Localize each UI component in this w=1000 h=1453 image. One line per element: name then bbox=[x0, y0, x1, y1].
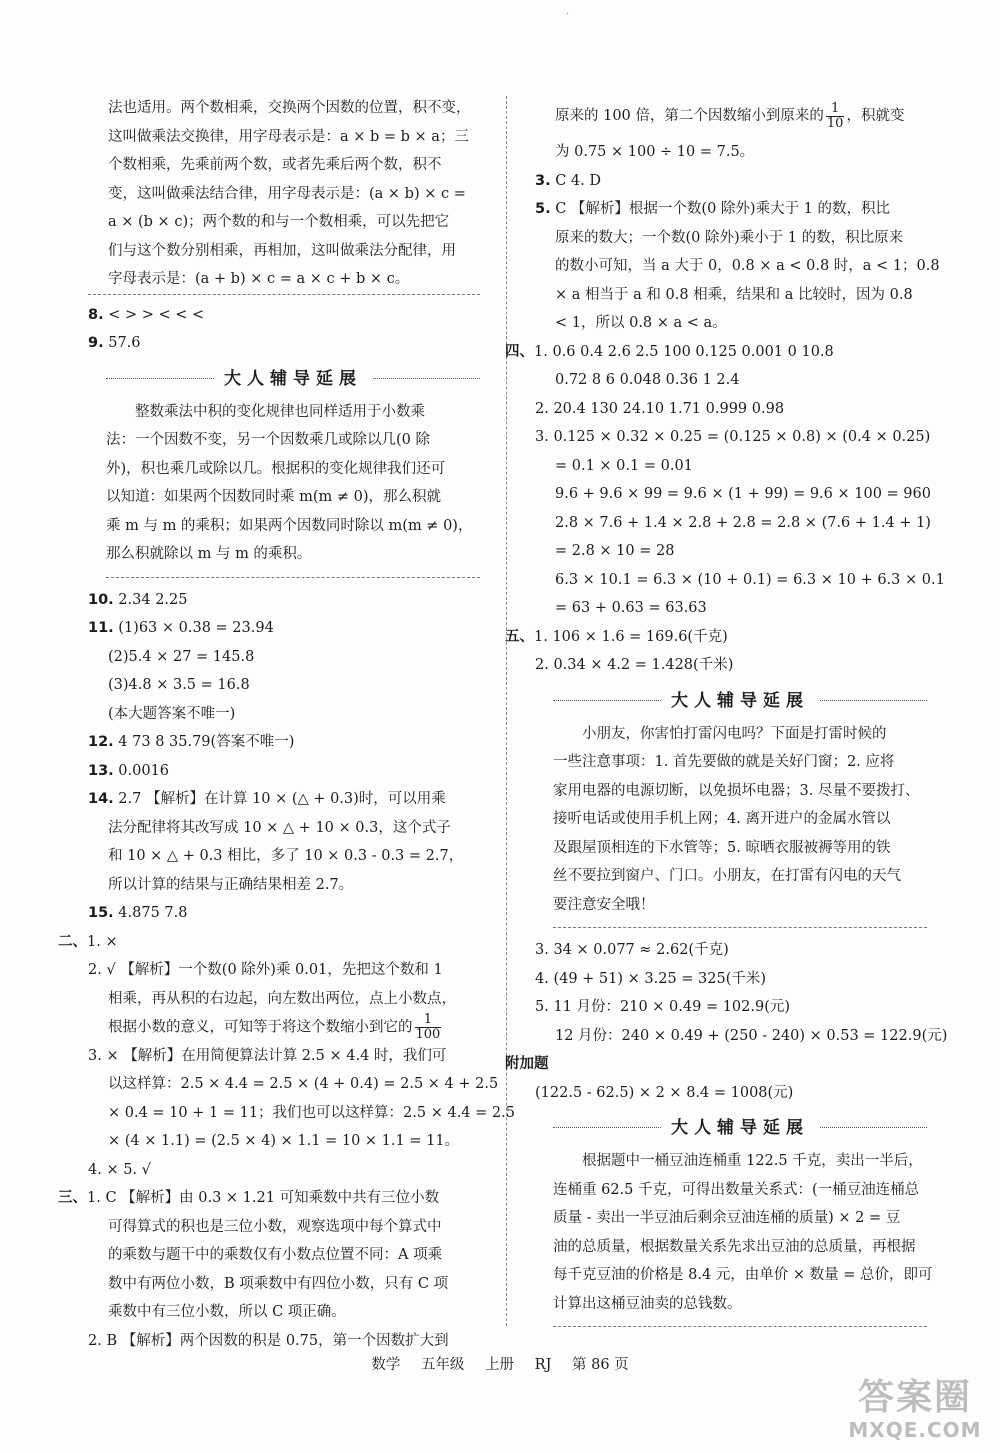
extension-line: 每千克豆油的价格是 8.4 元，由单价 × 数量 = 总价，即可 bbox=[553, 1267, 933, 1283]
answer-line: = 0.1 × 0.1 = 0.01 bbox=[555, 457, 693, 474]
answer-line: (2)5.4 × 27 = 145.8 bbox=[108, 648, 255, 665]
footer-subject: 数学 bbox=[371, 1357, 401, 1373]
extension-line: 接听电话或使用手机上网；4. 离开进户的金属水管以 bbox=[553, 811, 891, 827]
fraction bbox=[415, 1013, 442, 1042]
answer-line: 4. × 5. √ bbox=[88, 1161, 151, 1178]
answer-line: 2. 0.34 × 4.2 = 1.428(千米) bbox=[535, 657, 734, 673]
extension-line: 乘 m 与 m 的乘积；如果两个因数同时除以 m(m ≠ 0)， bbox=[106, 517, 473, 534]
answer-5 bbox=[535, 195, 927, 224]
right-column bbox=[505, 94, 948, 1335]
box-line: 法也适用。两个数相乘，交换两个因数的位置，积不变， bbox=[108, 100, 471, 116]
answer-line: 2. √ 【解析】一个数(0 除外)乘 0.01，先把这个数和 1 bbox=[88, 962, 443, 978]
answer-line: × (4 × 1.1) = (2.5 × 4) × 1.1 = 10 × 1.1 = 11。 bbox=[108, 1133, 460, 1149]
box-line: 变，这叫做乘法结合律，用字母表示是：(a × b) × c = bbox=[108, 185, 466, 202]
answer-text: 0.0016 bbox=[118, 762, 170, 779]
extension-line: 法：一个因数不变，另一个因数乘几或除以几(0 除 bbox=[106, 432, 430, 448]
answer-11 bbox=[88, 614, 480, 643]
extension-line: 油的总质量，根据数量关系先求出豆油的总质量，再根据 bbox=[553, 1238, 916, 1255]
answer-text: < > > < < < bbox=[108, 306, 205, 323]
answer-line: 0.72 8 6 0.048 0.36 1 2.4 bbox=[555, 372, 740, 388]
answer-line: 乘数中有三位小数，所以 C 项正确。 bbox=[108, 1304, 346, 1320]
answer-line: 以这样算：2.5 × 4.4 = 2.5 × (4 + 0.4) = 2.5 × 4 + 2.5 bbox=[108, 1076, 499, 1092]
answer-12 bbox=[88, 728, 480, 757]
q-num: 9. bbox=[88, 335, 104, 351]
section-2-q1 bbox=[58, 928, 480, 957]
extension-line: 家用电器的电源切断，以免损坏电器；3. 尽量不要拨打、 bbox=[553, 782, 920, 799]
extension-title: 大人辅导延展 bbox=[214, 364, 372, 389]
answer-line: 原来的数大；一个数(0 除外)乘小于 1 的数，积比原来 bbox=[555, 229, 904, 246]
footer-volume: 上册 bbox=[485, 1357, 515, 1373]
extension-end-rule bbox=[106, 569, 480, 578]
answer-line: 相乘，再从积的右边起，向左数出两位，点上小数点， bbox=[108, 990, 456, 1007]
extension-line: 根据题中一桶豆油连桶重 122.5 千克，卖出一半后， bbox=[553, 1153, 923, 1169]
answer-text: 2.34 2.25 bbox=[118, 591, 188, 608]
answer-line: 4. (49 + 51) × 3.25 = 325(千米) bbox=[535, 970, 767, 987]
answer-line: 12 月份：240 × 0.49 + (250 - 240) × 0.53 = 122.9(元) bbox=[555, 1027, 948, 1044]
section-4-q1 bbox=[505, 338, 927, 367]
answer-text: C 【解析】根据一个数(0 除外)乘大于 1 的数，积比 bbox=[555, 201, 891, 217]
answer-line: 5. 11 月份：210 × 0.49 = 102.9(元) bbox=[535, 999, 791, 1015]
answer-text: 4 73 8 35.79(答案不唯一) bbox=[118, 734, 295, 750]
answer-line: 为 0.75 × 100 ÷ 10 = 7.5。 bbox=[555, 144, 755, 160]
extension-line: 一些注意事项：1. 首先要做的就是关好门窗；2. 应将 bbox=[553, 754, 895, 770]
answer-line: 可得算式的积也是三位小数，观察选项中每个算式中 bbox=[108, 1218, 442, 1235]
q-num: 8. bbox=[88, 306, 104, 323]
extension-text bbox=[553, 1147, 933, 1318]
answer-10 bbox=[88, 586, 480, 615]
answer-line bbox=[88, 1013, 480, 1042]
extension-end-rule bbox=[553, 919, 927, 928]
left-column bbox=[58, 94, 515, 1355]
answer-text: 57.6 bbox=[108, 335, 141, 351]
extension-heading bbox=[106, 358, 480, 398]
answer-text: 1. 106 × 1.6 = 169.6(千克) bbox=[534, 628, 728, 645]
extension-heading bbox=[553, 1107, 927, 1147]
answer-line: 数中有两位小数，B 项乘数中有四位小数，只有 C 项 bbox=[108, 1275, 449, 1292]
bonus-answer: (122.5 - 62.5) × 2 × 8.4 = 1008(元) bbox=[535, 1084, 794, 1101]
extension-title: 大人辅导延展 bbox=[661, 686, 819, 711]
answer-line: 的乘数与题干中的乘数仅有小数点位置不同：A 项乘 bbox=[108, 1247, 443, 1263]
extension-text bbox=[553, 720, 927, 920]
answer-line: 3. × 【解析】在用简便算法计算 2.5 × 4.4 时，我们可 bbox=[88, 1047, 447, 1064]
page-footer bbox=[0, 1353, 1000, 1374]
answer-line: 所以计算的结果与正确结果相差 2.7。 bbox=[108, 876, 354, 893]
answer-text: C 4. D bbox=[555, 172, 601, 189]
footer-grade: 五年级 bbox=[420, 1357, 465, 1373]
extension-line: 外)，积也乘几或除以几。根据积的变化规律我们还可 bbox=[106, 460, 446, 477]
answer-line: 和 10 × △ + 0.3 相比，多了 10 × 0.3 - 0.3 = 2.7， bbox=[108, 848, 464, 864]
extension-line: 以知道：如果两个因数同时乘 m(m ≠ 0)，那么积就 bbox=[106, 489, 442, 505]
answer-text: ，积就变 bbox=[846, 108, 905, 124]
answer-line: 法分配律将其改写成 10 × △ + 10 × 0.3，这个式子 bbox=[108, 819, 451, 836]
box-line: 这叫做乘法交换律，用字母表示是：a × b = b × a；三 bbox=[108, 128, 469, 145]
answer-text: 根据小数的意义，可知等于将这个数缩小到它的 bbox=[108, 1019, 413, 1036]
footer-edition: RJ bbox=[534, 1357, 552, 1373]
answer-line: < 1，所以 0.8 × a < a。 bbox=[555, 315, 727, 331]
answer-line: 2. B 【解析】两个因数的积是 0.75，第一个因数扩大到 bbox=[88, 1332, 449, 1349]
section-5-q1 bbox=[505, 623, 927, 652]
answer-line: 2. 20.4 130 24.10 1.71 0.999 0.98 bbox=[535, 400, 785, 417]
answer-8 bbox=[88, 301, 480, 330]
extension-end-rule bbox=[553, 1318, 927, 1327]
answer-line: 的数小可知，当 a 大于 0，0.8 × a < 0.8 时，a < 1；0.8 bbox=[555, 258, 940, 274]
extension-line: 计算出这桶豆油卖的总钱数。 bbox=[553, 1295, 742, 1312]
extension-line: 质量 - 卖出一半豆油后剩余豆油连桶的质量) × 2 = 豆 bbox=[553, 1210, 901, 1226]
extension-heading bbox=[553, 680, 927, 720]
fraction bbox=[826, 102, 845, 131]
answer-text: 4.875 7.8 bbox=[118, 905, 188, 921]
section-head: 五、 bbox=[505, 628, 534, 645]
q-num: 3. bbox=[535, 172, 551, 189]
answer-line: 9.6 + 9.6 × 99 = 9.6 × (1 + 99) = 9.6 × 100 = 960 bbox=[555, 486, 931, 502]
top-mark: . bbox=[566, 6, 570, 17]
answer-line: × a 相当于 a 和 0.8 相乘，结果和 a 比较时，因为 0.8 bbox=[555, 286, 913, 303]
answer-3-4 bbox=[535, 167, 927, 196]
answer-text: 原来的 100 倍，第二个因数缩小到原来的 bbox=[555, 108, 824, 124]
extension-line: 小朋友，你害怕打雷闪电吗？下面是打雷时候的 bbox=[553, 725, 887, 742]
bonus-heading bbox=[505, 1050, 927, 1079]
section-head: 四、 bbox=[505, 343, 534, 360]
extension-line: 要注意安全哦！ bbox=[553, 896, 655, 913]
section-head: 三、 bbox=[58, 1190, 87, 1206]
answer-text: 1. 0.6 0.4 2.6 2.5 100 0.125 0.001 0 10.8 bbox=[534, 343, 834, 360]
column-divider bbox=[506, 96, 507, 1326]
section-3-q1 bbox=[58, 1184, 480, 1213]
answer-15 bbox=[88, 899, 480, 928]
extension-title: 大人辅导延展 bbox=[661, 1113, 819, 1138]
answer-line: 3. 0.125 × 0.32 × 0.25 = (0.125 × 0.8) × (0.4 × 0.25) bbox=[535, 429, 931, 445]
answer-line: (3)4.8 × 3.5 = 16.8 bbox=[108, 677, 250, 693]
answer-text: 1. C 【解析】由 0.3 × 1.21 可知乘数中共有三位小数 bbox=[87, 1190, 440, 1206]
watermark-cn: 答案圈 bbox=[857, 1377, 972, 1418]
q-num: 11. bbox=[88, 620, 114, 636]
q-num: 15. bbox=[88, 905, 114, 921]
q-num: 5. bbox=[535, 201, 551, 217]
q-num: 14. bbox=[88, 791, 114, 807]
box-line: a × (b × c)；两个数的和与一个数相乘，可以先把它 bbox=[108, 214, 450, 230]
fraction-numerator: 1 bbox=[415, 1013, 442, 1028]
extension-line: 那么积就除以 m 与 m 的乘积。 bbox=[106, 546, 312, 562]
box-line: 们与这个数分别相乘，再相加，这叫做乘法分配律，用 bbox=[108, 242, 456, 259]
section-head: 二、 bbox=[58, 933, 87, 950]
fraction-numerator: 1 bbox=[826, 102, 845, 117]
answer-line: = 2.8 × 10 = 28 bbox=[555, 543, 675, 559]
answer-13 bbox=[88, 757, 480, 786]
extension-line: 连桶重 62.5 千克，可得出数量关系式：(一桶豆油连桶总 bbox=[553, 1181, 920, 1198]
box-line: 字母表示是：(a + b) × c = a × c + b × c。 bbox=[108, 271, 410, 287]
extension-line: 丝不要拉到窗户、门口。小朋友，在打雷有闪电的天气 bbox=[553, 868, 901, 884]
q-num: 10. bbox=[88, 591, 114, 608]
watermark-url: MXQE.COM bbox=[848, 1418, 982, 1442]
answer-text: 1. × bbox=[87, 933, 118, 950]
footer-page-number: 第 86 页 bbox=[572, 1357, 629, 1373]
answer-line: (本大题答案不唯一) bbox=[108, 705, 236, 722]
extension-text bbox=[106, 398, 480, 569]
answer-line: 2.8 × 7.6 + 1.4 × 2.8 + 2.8 = 2.8 × (7.6 + 1.4 + 1) bbox=[555, 514, 931, 531]
answer-text: (1)63 × 0.38 = 23.94 bbox=[118, 620, 274, 636]
box-line: 个数相乘，先乘前两个数，或者先乘后两个数，积不 bbox=[108, 157, 442, 173]
answer-14 bbox=[88, 785, 480, 814]
fraction-denominator: 10 bbox=[826, 115, 844, 131]
answer-text: 2.7 【解析】在计算 10 × (△ + 0.3)时，可以用乘 bbox=[118, 791, 446, 807]
q-num: 13. bbox=[88, 762, 114, 779]
section-head: 附加题 bbox=[505, 1056, 549, 1072]
extension-line: 及跟屋顶相连的下水管等；5. 晾晒衣服被褥等用的铁 bbox=[553, 839, 891, 856]
fraction-denominator: 100 bbox=[415, 1027, 441, 1042]
answer-line: 3. 34 × 0.077 ≈ 2.62(千克) bbox=[535, 942, 729, 958]
q-num: 12. bbox=[88, 734, 114, 750]
answer-line: = 63 + 0.63 = 63.63 bbox=[555, 600, 707, 616]
watermark-logo bbox=[842, 1378, 988, 1448]
answer-9 bbox=[88, 329, 480, 358]
answer-line: 6.3 × 10.1 = 6.3 × (10 + 0.1) = 6.3 × 10 + 6.3 × 0.1 bbox=[555, 571, 945, 588]
answer-line bbox=[535, 94, 927, 138]
extension-line: 整数乘法中积的变化规律也同样适用于小数乘 bbox=[106, 403, 425, 420]
answer-line: × 0.4 = 10 + 1 = 11；我们也可以这样算：2.5 × 4.4 = 2.5 bbox=[108, 1104, 515, 1121]
formula-box bbox=[88, 94, 480, 295]
